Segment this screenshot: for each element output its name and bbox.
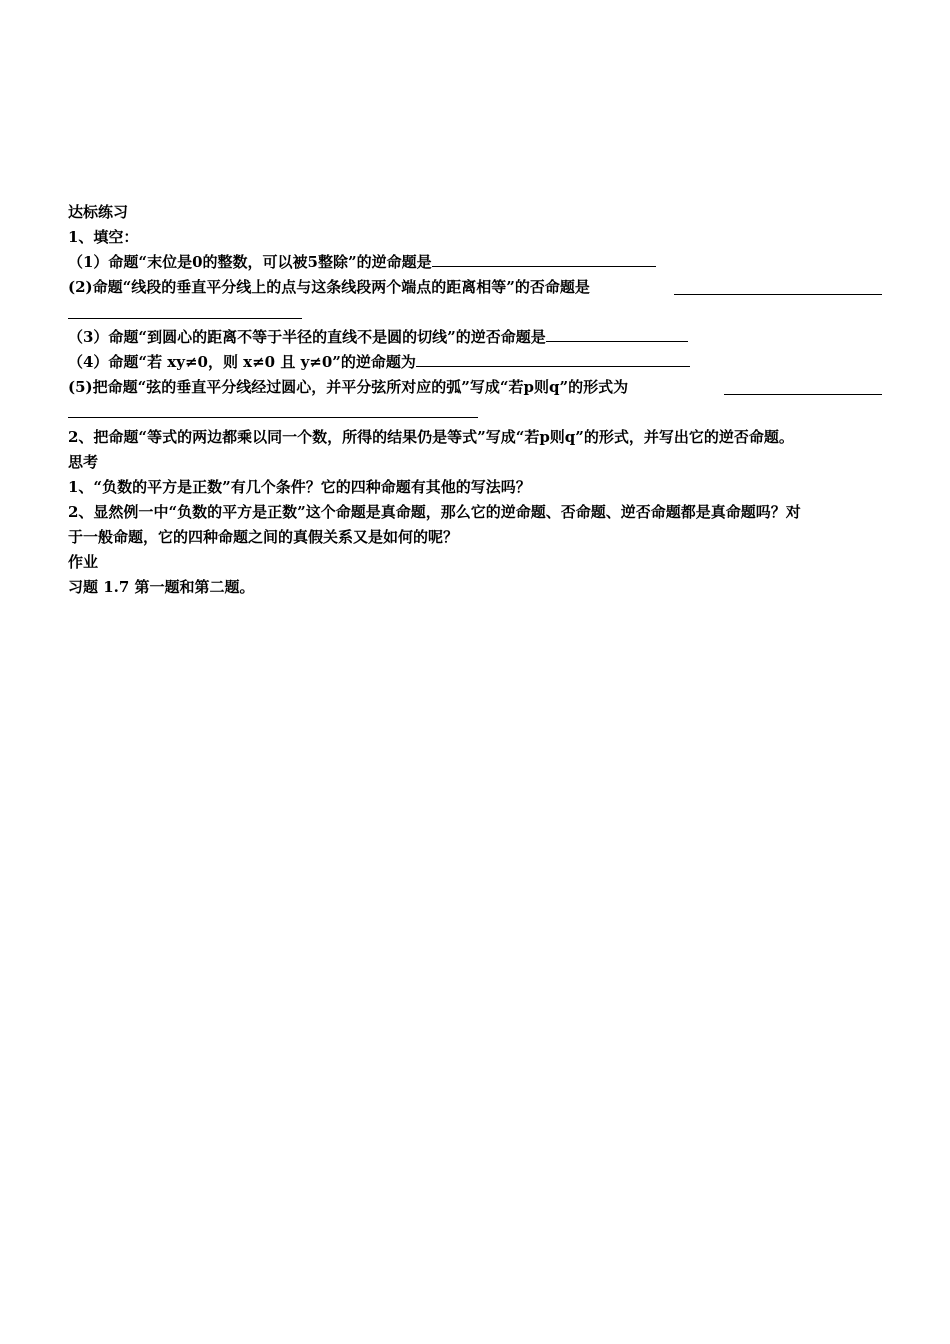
question-1-item-3-text: （3）命题“到圆心的距离不等于半径的直线不是圆的切线”的逆否命题是: [68, 328, 546, 346]
homework-text: 习题 1.7 第一题和第二题。: [68, 578, 255, 596]
answer-blank-5a[interactable]: [724, 394, 882, 395]
question-1-title: 1、填空：: [68, 228, 139, 246]
section-homework-heading: 作业: [68, 553, 99, 571]
question-1-item-1-text: （1）命题“末位是0的整数，可以被5整除”的逆命题是: [68, 253, 432, 271]
question-1-item-2: [68, 277, 590, 297]
question-1-item-5: [68, 377, 628, 397]
question-1-item-4: [68, 352, 690, 372]
question-1-item-3: [68, 327, 688, 347]
answer-blank-3[interactable]: [546, 327, 688, 342]
answer-blank-4[interactable]: [416, 352, 690, 367]
answer-blank-5b[interactable]: [68, 417, 478, 418]
answer-blank-1[interactable]: [432, 252, 656, 267]
think-item-1: 1、“负数的平方是正数”有几个条件？它的四种命题有其他的写法吗？: [68, 478, 531, 496]
question-1-item-1: [68, 252, 656, 272]
question-1-item-5-text: (5)把命题“弦的垂直平分线经过圆心，并平分弦所对应的弧”写成“若p则q”的形式为: [68, 378, 629, 396]
question-1-item-2-text: (2)命题“线段的垂直平分线上的点与这条线段两个端点的距离相等”的否命题是: [68, 278, 590, 296]
section-think-heading: 思考: [68, 453, 99, 471]
question-2: 2、把命题“等式的两边都乘以同一个数，所得的结果仍是等式”写成“若p则q”的形式，并写出它的逆否命题。: [68, 428, 794, 446]
answer-blank-2a[interactable]: [674, 294, 882, 295]
answer-blank-2b[interactable]: [68, 318, 302, 319]
think-item-2-continued: 于一般命题，它的四种命题之间的真假关系又是如何的呢？: [68, 528, 459, 546]
section-practice-heading: 达标练习: [68, 203, 129, 221]
question-1-item-4-text: （4）命题“若 xy≠0，则 x≠0 且 y≠0”的逆命题为: [68, 353, 416, 371]
think-item-2: 2、显然例一中“负数的平方是正数”这个命题是真命题，那么它的逆命题、否命题、逆否命题都是真命题吗？对: [68, 503, 801, 521]
